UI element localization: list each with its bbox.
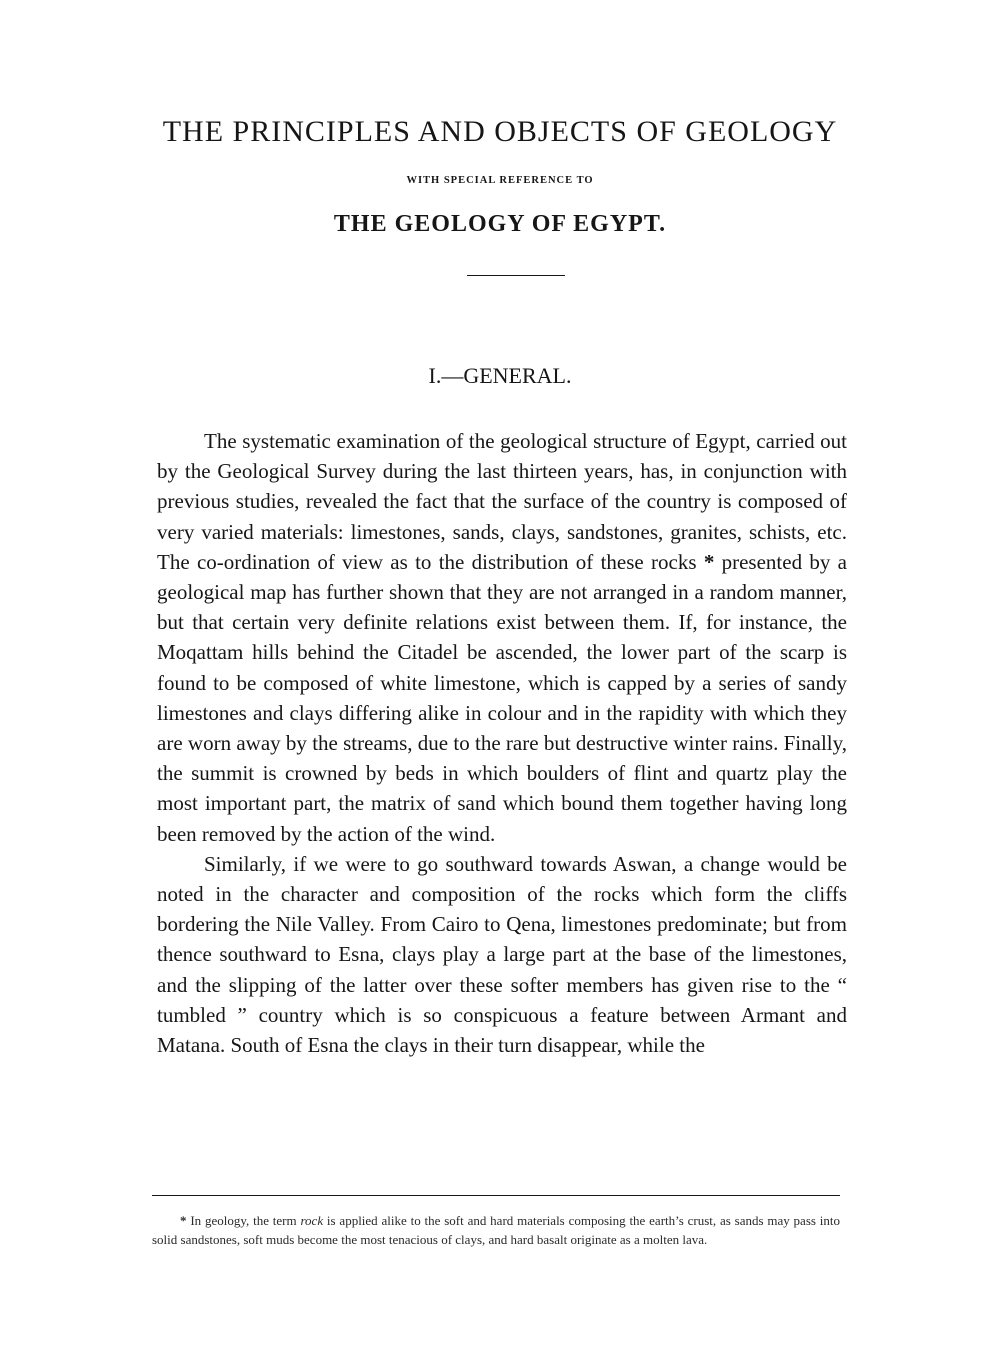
footnote-text-a: In geology, the term <box>186 1213 301 1228</box>
paragraph-2: Similarly, if we were to go southward towards Aswan, a change would be noted in the character and composition of the rocks which form the cliffs bordering the Nile Valley. From Cairo to Qena, limestones predominate; but from thence southward to Esna, clays play a large part at the base of the limestones, and the slipping of the latter over these softer members has given rise to the “ tumbled ” country which is so conspicuous a feature between Armant and Matana. South of Esna the clays in their turn disappear, while the <box>157 851 847 1058</box>
footnote-mark: * <box>180 1213 187 1228</box>
section-heading: I.—GENERAL. <box>428 363 572 388</box>
paragraph-1 <box>157 426 847 849</box>
document-subject: THE GEOLOGY OF EGYPT. <box>333 211 667 237</box>
paragraph-1-part-b: presented by a geological map has further shown that they are not arranged in a random manner, but that certain very definite relations exist between them. If, for instance, the Moqattam hills behind the Citadel be ascended, the lower part of the scarp is found to be composed of white limestone, which is capped by a series of sandy limestones and clays differing alike in colour and in the rapidity with which they are worn away by the streams, due to the rare but destructive winter rains. Finally, the summit is crowned by beds in which boulders of flint and quartz play the most important part, the matrix of sand which bound them together having long been removed by the action of the wind. <box>157 549 847 846</box>
paragraph-1-part-a: The systematic examination of the geological structure of Egypt, carried out by the Geological Survey during the last thirteen years, has, in conjunction with previous studies, revealed the fact that the surface of the country is composed of very varied materials: limestones, sands, clays, sandstones, granites, schists, etc. The co-ordination of view as to the distribution of these rocks <box>157 429 847 574</box>
footnote <box>152 1211 840 1249</box>
footnote-divider <box>152 1195 840 1196</box>
document-title: THE PRINCIPLES AND OBJECTS OF GEOLOGY <box>162 115 838 148</box>
footnote-reference: * <box>703 549 715 574</box>
title-divider <box>467 275 565 276</box>
body-text <box>157 426 847 1060</box>
document-subtitle: WITH SPECIAL REFERENCE TO <box>406 175 594 186</box>
footnote-term: rock <box>300 1213 324 1228</box>
footnote-text-b: is applied alike to the soft and hard materials composing the earth’s crust, as sands may pass into solid sandstones, soft muds become the most tenacious of clays, and hard basalt originate as a molten lava. <box>152 1213 840 1247</box>
footnote-text <box>152 1211 840 1249</box>
